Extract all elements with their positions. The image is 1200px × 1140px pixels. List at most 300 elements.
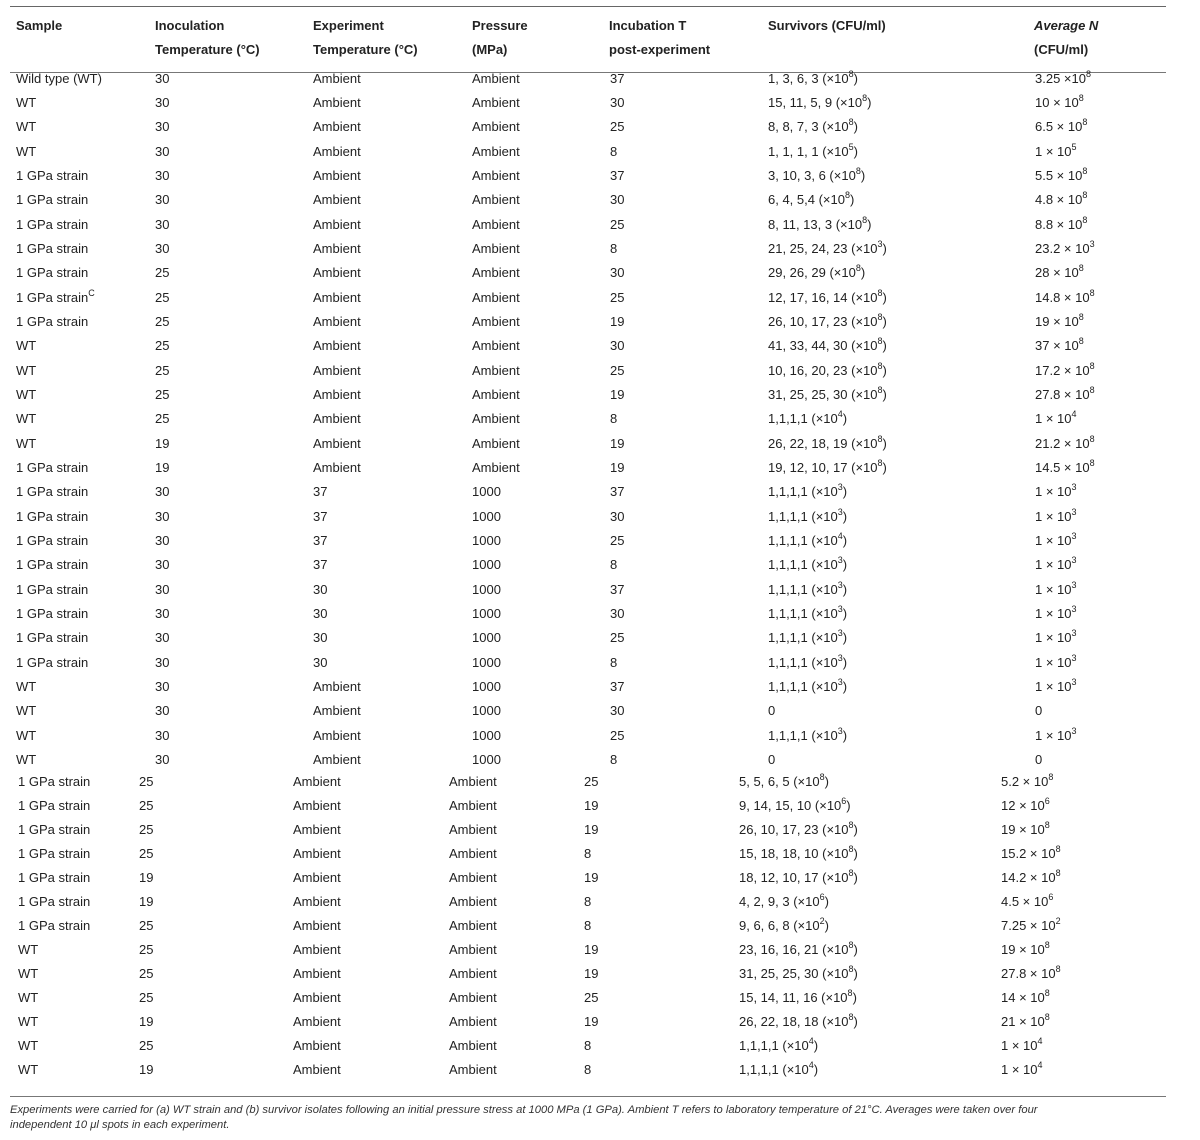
cell-experiment-temp: Ambient bbox=[293, 942, 341, 957]
cell-pressure: Ambient bbox=[449, 990, 497, 1005]
cell-sample: WT bbox=[18, 990, 39, 1005]
cell-incubation-temp: 30 bbox=[610, 703, 625, 718]
cell-experiment-temp: 37 bbox=[313, 557, 328, 572]
cell-experiment-temp: Ambient bbox=[293, 774, 341, 789]
cell-survivors: 18, 12, 10, 17 $(\times 10^8)$ bbox=[739, 867, 858, 885]
table-row bbox=[10, 214, 1166, 236]
cell-inoculation-temp: 25 bbox=[139, 822, 154, 837]
cell-average: $28 \times 10^8$ bbox=[1035, 262, 1084, 280]
cell-survivors: 23, 16, 16, 21 $(\times 10^8)$ bbox=[739, 939, 858, 957]
cell-incubation-temp: 8 bbox=[584, 1062, 592, 1077]
cell-survivors: 5, 5, 6, 5 $(\times 10^8)$ bbox=[739, 771, 829, 789]
cell-average: $27.8 \times 10^8$ bbox=[1035, 384, 1095, 402]
cell-pressure: Ambient bbox=[449, 918, 497, 933]
cell-average: $15.2 \times 10^8$ bbox=[1001, 843, 1061, 861]
cell-inoculation-temp: 30 bbox=[155, 703, 170, 718]
cell-sample: 1 GPa strain bbox=[16, 484, 89, 499]
cell-average: $3.25 \times 10^8$ bbox=[1035, 68, 1091, 86]
cell-sample: 1 GPa strain bbox=[18, 798, 91, 813]
cell-incubation-temp: 37 bbox=[610, 71, 625, 86]
cell-average: $4.8 \times 10^8$ bbox=[1035, 189, 1088, 207]
cell-pressure: 1000 bbox=[472, 752, 501, 767]
cell-experiment-temp: Ambient bbox=[313, 338, 361, 353]
cell-sample: 1 GPa strain$^C$ bbox=[16, 287, 95, 305]
cell-experiment-temp: Ambient bbox=[313, 363, 361, 378]
cell-pressure: 1000 bbox=[472, 728, 501, 743]
cell-inoculation-temp: 25 bbox=[139, 966, 154, 981]
table-row bbox=[10, 579, 1166, 601]
cell-incubation-temp: 8 bbox=[610, 557, 618, 572]
cell-inoculation-temp: 25 bbox=[139, 774, 154, 789]
cell-pressure: Ambient bbox=[472, 119, 520, 134]
cell-average: $1 \times 10^3$ bbox=[1035, 554, 1077, 572]
cell-inoculation-temp: 30 bbox=[155, 533, 170, 548]
cell-experiment-temp: Ambient bbox=[313, 314, 361, 329]
cell-inoculation-temp: 19 bbox=[139, 1062, 154, 1077]
cell-average: $21.2 \times 10^8$ bbox=[1035, 433, 1095, 451]
table-row bbox=[10, 481, 1166, 503]
cell-pressure: Ambient bbox=[449, 870, 497, 885]
cell-average: $10 \times 10^8$ bbox=[1035, 92, 1084, 110]
cell-survivors: 3, 10, 3, 6 $(\times 10^8)$ bbox=[768, 165, 866, 183]
cell-inoculation-temp: 30 bbox=[155, 484, 170, 499]
cell-survivors: 1,1,1,1 $(\times 10^3)$ bbox=[768, 506, 848, 524]
cell-experiment-temp: 37 bbox=[313, 509, 328, 524]
cell-experiment-temp: Ambient bbox=[313, 95, 361, 110]
cell-inoculation-temp: 25 bbox=[155, 411, 170, 426]
cell-survivors: 19, 12, 10, 17 $(\times 10^8)$ bbox=[768, 457, 887, 475]
cell-incubation-temp: 37 bbox=[610, 679, 625, 694]
cell-incubation-temp: 37 bbox=[610, 582, 625, 597]
cell-experiment-temp: Ambient bbox=[313, 728, 361, 743]
cell-survivors: 1, 3, 6, 3 $(\times 10^8)$ bbox=[768, 68, 858, 86]
footnote-line-1: Experiments were carried for (a) WT strain and (b) survivor isolates following an initial pressure stress at 1000 MPa (1 GPa). Ambient T refers to laboratory temperature of 21°C. Averages were taken over four bbox=[10, 1104, 1038, 1116]
cell-pressure: Ambient bbox=[449, 894, 497, 909]
cell-survivors: 1,1,1,1 $(\times 10^3)$ bbox=[768, 627, 848, 645]
cell-inoculation-temp: 19 bbox=[155, 436, 170, 451]
cell-inoculation-temp: 19 bbox=[139, 870, 154, 885]
table-row bbox=[10, 506, 1166, 528]
cell-average: $19 \times 10^8$ bbox=[1035, 311, 1084, 329]
header-experiment-temp bbox=[313, 14, 418, 62]
table-row bbox=[10, 987, 1166, 1009]
cell-sample: 1 GPa strain bbox=[18, 774, 91, 789]
cell-survivors: 15, 11, 5, 9 $(\times 10^8)$ bbox=[768, 92, 872, 110]
cell-average: 0 bbox=[1035, 703, 1043, 718]
cell-sample: 1 GPa strain bbox=[16, 241, 89, 256]
cell-average: $4.5 \times 10^6$ bbox=[1001, 891, 1054, 909]
table-row bbox=[10, 795, 1166, 817]
cell-incubation-temp: 25 bbox=[610, 630, 625, 645]
cell-survivors: 0 bbox=[768, 752, 776, 767]
cell-survivors: 10, 16, 20, 23 $(\times 10^8)$ bbox=[768, 360, 887, 378]
header-sample bbox=[16, 14, 62, 38]
cell-experiment-temp: Ambient bbox=[293, 870, 341, 885]
table-top-rule bbox=[10, 6, 1166, 7]
header-average-line2: (CFU/ml) bbox=[1034, 42, 1089, 57]
cell-inoculation-temp: 30 bbox=[155, 679, 170, 694]
cell-incubation-temp: 19 bbox=[584, 798, 599, 813]
cell-survivors: 41, 33, 44, 30 $(\times 10^8)$ bbox=[768, 335, 887, 353]
cell-sample: 1 GPa strain bbox=[16, 314, 89, 329]
cell-average: $1 \times 10^3$ bbox=[1035, 725, 1077, 743]
cell-survivors: 1,1,1,1 $(\times 10^4)$ bbox=[739, 1059, 819, 1077]
cell-average: $14.5 \times 10^8$ bbox=[1035, 457, 1095, 475]
table-row bbox=[10, 92, 1166, 114]
cell-sample: WT bbox=[16, 119, 37, 134]
cell-sample: 1 GPa strain bbox=[16, 606, 89, 621]
cell-experiment-temp: 30 bbox=[313, 582, 328, 597]
table-row bbox=[10, 627, 1166, 649]
cell-sample: WT bbox=[18, 966, 39, 981]
cell-experiment-temp: Ambient bbox=[313, 241, 361, 256]
cell-pressure: Ambient bbox=[472, 387, 520, 402]
cell-inoculation-temp: 30 bbox=[155, 655, 170, 670]
cell-inoculation-temp: 30 bbox=[155, 168, 170, 183]
cell-incubation-temp: 25 bbox=[610, 728, 625, 743]
table-row bbox=[10, 939, 1166, 961]
cell-experiment-temp: Ambient bbox=[313, 168, 361, 183]
cell-average: $37 \times 10^8$ bbox=[1035, 335, 1084, 353]
cell-experiment-temp: Ambient bbox=[313, 119, 361, 134]
cell-average: $1 \times 10^3$ bbox=[1035, 530, 1077, 548]
cell-average: $14.8 \times 10^8$ bbox=[1035, 287, 1095, 305]
cell-inoculation-temp: 25 bbox=[139, 918, 154, 933]
cell-average: $1 \times 10^3$ bbox=[1035, 506, 1077, 524]
cell-average: $19 \times 10^8$ bbox=[1001, 939, 1050, 957]
table-row bbox=[10, 287, 1166, 309]
cell-survivors: 1,1,1,1 $(\times 10^3)$ bbox=[768, 554, 848, 572]
cell-incubation-temp: 25 bbox=[610, 290, 625, 305]
cell-inoculation-temp: 30 bbox=[155, 728, 170, 743]
header-sample-line1: Sample bbox=[16, 18, 63, 33]
table-row bbox=[10, 676, 1166, 698]
cell-inoculation-temp: 30 bbox=[155, 95, 170, 110]
cell-pressure: Ambient bbox=[472, 241, 520, 256]
cell-incubation-temp: 8 bbox=[584, 846, 592, 861]
cell-experiment-temp: Ambient bbox=[293, 1062, 341, 1077]
cell-pressure: 1000 bbox=[472, 630, 501, 645]
cell-inoculation-temp: 30 bbox=[155, 557, 170, 572]
table-row bbox=[10, 891, 1166, 913]
cell-sample: 1 GPa strain bbox=[16, 582, 89, 597]
cell-pressure: Ambient bbox=[449, 966, 497, 981]
cell-pressure: Ambient bbox=[472, 265, 520, 280]
cell-average: $1 \times 10^4$ bbox=[1035, 408, 1077, 426]
header-inoculation-temp bbox=[155, 14, 260, 62]
cell-inoculation-temp: 30 bbox=[155, 582, 170, 597]
cell-inoculation-temp: 25 bbox=[139, 942, 154, 957]
cell-pressure: Ambient bbox=[449, 1038, 497, 1053]
cell-incubation-temp: 25 bbox=[610, 533, 625, 548]
cell-average: $5.5 \times 10^8$ bbox=[1035, 165, 1088, 183]
cell-experiment-temp: Ambient bbox=[313, 387, 361, 402]
table-row bbox=[10, 1011, 1166, 1033]
cell-experiment-temp: Ambient bbox=[313, 265, 361, 280]
cell-pressure: Ambient bbox=[449, 798, 497, 813]
cell-experiment-temp: 37 bbox=[313, 484, 328, 499]
table-row bbox=[10, 408, 1166, 430]
cell-pressure: 1000 bbox=[472, 509, 501, 524]
cell-sample: 1 GPa strain bbox=[18, 894, 91, 909]
cell-sample: 1 GPa strain bbox=[16, 192, 89, 207]
cell-inoculation-temp: 25 bbox=[155, 314, 170, 329]
cell-experiment-temp: Ambient bbox=[293, 918, 341, 933]
cell-experiment-temp: Ambient bbox=[313, 144, 361, 159]
cell-pressure: Ambient bbox=[472, 314, 520, 329]
cell-inoculation-temp: 25 bbox=[139, 990, 154, 1005]
cell-sample: 1 GPa strain bbox=[18, 846, 91, 861]
table-row bbox=[10, 725, 1166, 747]
cell-incubation-temp: 19 bbox=[584, 822, 599, 837]
table-row bbox=[10, 963, 1166, 985]
cell-inoculation-temp: 30 bbox=[155, 241, 170, 256]
cell-pressure: Ambient bbox=[472, 71, 520, 86]
cell-sample: 1 GPa strain bbox=[16, 557, 89, 572]
cell-experiment-temp: Ambient bbox=[293, 822, 341, 837]
cell-inoculation-temp: 30 bbox=[155, 509, 170, 524]
cell-incubation-temp: 8 bbox=[584, 918, 592, 933]
cell-experiment-temp: Ambient bbox=[313, 752, 361, 767]
cell-average: $1 \times 10^3$ bbox=[1035, 603, 1077, 621]
cell-survivors: 4, 2, 9, 3 $(\times 10^6)$ bbox=[739, 891, 829, 909]
cell-average: $1 \times 10^4$ bbox=[1001, 1035, 1043, 1053]
cell-survivors: 31, 25, 25, 30 $(\times 10^8)$ bbox=[768, 384, 887, 402]
cell-sample: WT bbox=[16, 411, 37, 426]
cell-inoculation-temp: 25 bbox=[139, 846, 154, 861]
cell-inoculation-temp: 30 bbox=[155, 144, 170, 159]
cell-sample: 1 GPa strain bbox=[16, 655, 89, 670]
table-row bbox=[10, 1035, 1166, 1057]
cell-inoculation-temp: 30 bbox=[155, 217, 170, 232]
cell-survivors: 8, 11, 13, 3 $(\times 10^8)$ bbox=[768, 214, 872, 232]
cell-inoculation-temp: 30 bbox=[155, 119, 170, 134]
cell-survivors: 1,1,1,1 $(\times 10^4)$ bbox=[768, 530, 848, 548]
table-row bbox=[10, 652, 1166, 674]
cell-experiment-temp: 30 bbox=[313, 655, 328, 670]
header-average-line1: Average N bbox=[1034, 18, 1099, 33]
cell-inoculation-temp: 30 bbox=[155, 606, 170, 621]
header-inoculation-line1: Inoculation bbox=[155, 18, 225, 33]
cell-sample: 1 GPa strain bbox=[16, 460, 89, 475]
cell-survivors: 1,1,1,1 $(\times 10^4)$ bbox=[768, 408, 848, 426]
cell-incubation-temp: 25 bbox=[584, 774, 599, 789]
cell-sample: WT bbox=[16, 679, 37, 694]
table-row bbox=[10, 189, 1166, 211]
cell-inoculation-temp: 25 bbox=[155, 387, 170, 402]
table-row bbox=[10, 457, 1166, 479]
table-footnote bbox=[10, 1103, 1166, 1133]
cell-average: $23.2 \times 10^3$ bbox=[1035, 238, 1095, 256]
cell-average: $1 \times 10^3$ bbox=[1035, 579, 1077, 597]
cell-survivors: 8, 8, 7, 3 $(\times 10^8)$ bbox=[768, 116, 858, 134]
cell-survivors: 1,1,1,1 $(\times 10^3)$ bbox=[768, 676, 848, 694]
cell-incubation-temp: 19 bbox=[584, 870, 599, 885]
cell-sample: 1 GPa strain bbox=[16, 509, 89, 524]
cell-survivors: 12, 17, 16, 14 $(\times 10^8)$ bbox=[768, 287, 887, 305]
cell-average: $5.2 \times 10^8$ bbox=[1001, 771, 1054, 789]
header-experiment-line1: Experiment bbox=[313, 18, 384, 33]
table-row bbox=[10, 311, 1166, 333]
cell-experiment-temp: Ambient bbox=[293, 846, 341, 861]
header-experiment-line2: Temperature (°C) bbox=[313, 42, 418, 57]
cell-average: $14.2 \times 10^8$ bbox=[1001, 867, 1061, 885]
table-row bbox=[10, 335, 1166, 357]
cell-survivors: 0 bbox=[768, 703, 776, 718]
cell-sample: WT bbox=[18, 1014, 39, 1029]
cell-experiment-temp: Ambient bbox=[313, 192, 361, 207]
cell-survivors: 26, 22, 18, 19 $(\times 10^8)$ bbox=[768, 433, 887, 451]
cell-incubation-temp: 25 bbox=[610, 119, 625, 134]
cell-experiment-temp: 37 bbox=[313, 533, 328, 548]
header-survivors-line1: Survivors (CFU/ml) bbox=[768, 18, 886, 33]
header-inoculation-line2: Temperature (°C) bbox=[155, 42, 260, 57]
cell-experiment-temp: Ambient bbox=[293, 966, 341, 981]
cell-incubation-temp: 37 bbox=[610, 168, 625, 183]
cell-pressure: Ambient bbox=[449, 822, 497, 837]
cell-average: $8.8 \times 10^8$ bbox=[1035, 214, 1088, 232]
table-row bbox=[10, 360, 1166, 382]
cell-survivors: 29, 26, 29 $(\times 10^8)$ bbox=[768, 262, 866, 280]
cell-sample: 1 GPa strain bbox=[18, 870, 91, 885]
cell-experiment-temp: Ambient bbox=[293, 894, 341, 909]
table-bottom-rule bbox=[10, 1096, 1166, 1097]
cell-inoculation-temp: 25 bbox=[139, 1038, 154, 1053]
cell-sample: 1 GPa strain bbox=[16, 630, 89, 645]
cell-sample: 1 GPa strain bbox=[18, 822, 91, 837]
table-row bbox=[10, 749, 1166, 771]
cell-pressure: 1000 bbox=[472, 606, 501, 621]
cell-sample: WT bbox=[16, 436, 37, 451]
cell-survivors: 1,1,1,1 $(\times 10^3)$ bbox=[768, 481, 848, 499]
cell-inoculation-temp: 30 bbox=[155, 71, 170, 86]
cell-incubation-temp: 19 bbox=[584, 1014, 599, 1029]
cell-survivors: 6, 4, 5,4 $(\times 10^8)$ bbox=[768, 189, 855, 207]
cell-experiment-temp: Ambient bbox=[313, 436, 361, 451]
cell-survivors: 9, 6, 6, 8 $(\times 10^2)$ bbox=[739, 915, 829, 933]
table-row bbox=[10, 530, 1166, 552]
cell-sample: WT bbox=[16, 95, 37, 110]
cell-sample: 1 GPa strain bbox=[16, 265, 89, 280]
cell-experiment-temp: Ambient bbox=[293, 798, 341, 813]
cell-survivors: 1,1,1,1 $(\times 10^3)$ bbox=[768, 579, 848, 597]
cell-pressure: Ambient bbox=[472, 338, 520, 353]
cell-survivors: 26, 10, 17, 23 $(\times 10^8)$ bbox=[739, 819, 858, 837]
cell-incubation-temp: 30 bbox=[610, 338, 625, 353]
cell-pressure: 1000 bbox=[472, 484, 501, 499]
footnote-line-2: independent 10 μl spots in each experiment. bbox=[10, 1119, 230, 1131]
cell-incubation-temp: 37 bbox=[610, 484, 625, 499]
cell-incubation-temp: 19 bbox=[584, 942, 599, 957]
cell-inoculation-temp: 30 bbox=[155, 192, 170, 207]
cell-pressure: Ambient bbox=[472, 290, 520, 305]
cell-incubation-temp: 19 bbox=[610, 460, 625, 475]
cell-average: $1 \times 10^3$ bbox=[1035, 676, 1077, 694]
cell-incubation-temp: 19 bbox=[584, 966, 599, 981]
cell-experiment-temp: Ambient bbox=[313, 460, 361, 475]
table-row bbox=[10, 554, 1166, 576]
cell-pressure: 1000 bbox=[472, 655, 501, 670]
cell-experiment-temp: Ambient bbox=[313, 290, 361, 305]
table-row bbox=[10, 819, 1166, 841]
cell-average: $1 \times 10^3$ bbox=[1035, 627, 1077, 645]
cell-incubation-temp: 19 bbox=[610, 314, 625, 329]
cell-inoculation-temp: 19 bbox=[155, 460, 170, 475]
cell-survivors: 15, 14, 11, 16 $(\times 10^8)$ bbox=[739, 987, 857, 1005]
cell-survivors: 9, 14, 15, 10 $(\times 10^6)$ bbox=[739, 795, 851, 813]
cell-survivors: 31, 25, 25, 30 $(\times 10^8)$ bbox=[739, 963, 858, 981]
cell-pressure: Ambient bbox=[472, 411, 520, 426]
cell-experiment-temp: Ambient bbox=[313, 217, 361, 232]
header-average bbox=[1034, 14, 1098, 62]
cell-experiment-temp: Ambient bbox=[313, 411, 361, 426]
cell-pressure: Ambient bbox=[449, 942, 497, 957]
header-pressure-line2: (MPa) bbox=[472, 42, 508, 57]
cell-sample: 1 GPa strain bbox=[18, 918, 91, 933]
cell-sample: WT bbox=[18, 1038, 39, 1053]
cell-pressure: 1000 bbox=[472, 679, 501, 694]
cell-average: $1 \times 10^3$ bbox=[1035, 481, 1077, 499]
cell-average: 0 bbox=[1035, 752, 1043, 767]
table-row bbox=[10, 68, 1166, 90]
cell-incubation-temp: 8 bbox=[584, 1038, 592, 1053]
table-row bbox=[10, 867, 1166, 889]
cell-inoculation-temp: 25 bbox=[139, 798, 154, 813]
cell-sample: WT bbox=[16, 387, 37, 402]
cell-survivors: 1,1,1,1 $(\times 10^4)$ bbox=[739, 1035, 819, 1053]
cell-sample: WT bbox=[18, 942, 39, 957]
cell-pressure: Ambient bbox=[472, 192, 520, 207]
table-row bbox=[10, 262, 1166, 284]
cell-experiment-temp: Ambient bbox=[313, 703, 361, 718]
cell-survivors: 1,1,1,1 $(\times 10^3)$ bbox=[768, 603, 848, 621]
cell-pressure: Ambient bbox=[449, 774, 497, 789]
cell-experiment-temp: Ambient bbox=[293, 1038, 341, 1053]
cell-sample: WT bbox=[16, 752, 37, 767]
header-pressure-line1: Pressure bbox=[472, 18, 528, 33]
cell-incubation-temp: 25 bbox=[610, 363, 625, 378]
cell-survivors: 26, 22, 18, 18 $(\times 10^8)$ bbox=[739, 1011, 858, 1029]
cell-incubation-temp: 30 bbox=[610, 606, 625, 621]
cell-incubation-temp: 8 bbox=[610, 144, 618, 159]
cell-average: $19 \times 10^8$ bbox=[1001, 819, 1050, 837]
cell-sample: WT bbox=[16, 728, 37, 743]
cell-inoculation-temp: 25 bbox=[155, 290, 170, 305]
cell-sample: Wild type (WT) bbox=[16, 71, 102, 86]
header-incubation-line1: Incubation T bbox=[609, 18, 687, 33]
cell-incubation-temp: 8 bbox=[610, 655, 618, 670]
table-row bbox=[10, 700, 1166, 722]
cell-survivors: 15, 18, 18, 10 $(\times 10^8)$ bbox=[739, 843, 858, 861]
cell-pressure: Ambient bbox=[472, 363, 520, 378]
cell-incubation-temp: 8 bbox=[610, 411, 618, 426]
table-row bbox=[10, 603, 1166, 625]
cell-average: $21 \times 10^8$ bbox=[1001, 1011, 1050, 1029]
cell-pressure: Ambient bbox=[472, 168, 520, 183]
cell-experiment-temp: Ambient bbox=[293, 990, 341, 1005]
cell-sample: 1 GPa strain bbox=[16, 533, 89, 548]
cell-inoculation-temp: 25 bbox=[155, 363, 170, 378]
cell-average: $27.8 \times 10^8$ bbox=[1001, 963, 1061, 981]
table-row bbox=[10, 843, 1166, 865]
cell-average: $12 \times 10^6$ bbox=[1001, 795, 1050, 813]
cell-survivors: 1, 1, 1, 1 $(\times 10^5)$ bbox=[768, 141, 858, 159]
header-survivors bbox=[768, 14, 886, 38]
cell-average: $1 \times 10^5$ bbox=[1035, 141, 1077, 159]
cell-survivors: 1,1,1,1 $(\times 10^3)$ bbox=[768, 725, 848, 743]
cell-sample: 1 GPa strain bbox=[16, 217, 89, 232]
cell-inoculation-temp: 19 bbox=[139, 894, 154, 909]
